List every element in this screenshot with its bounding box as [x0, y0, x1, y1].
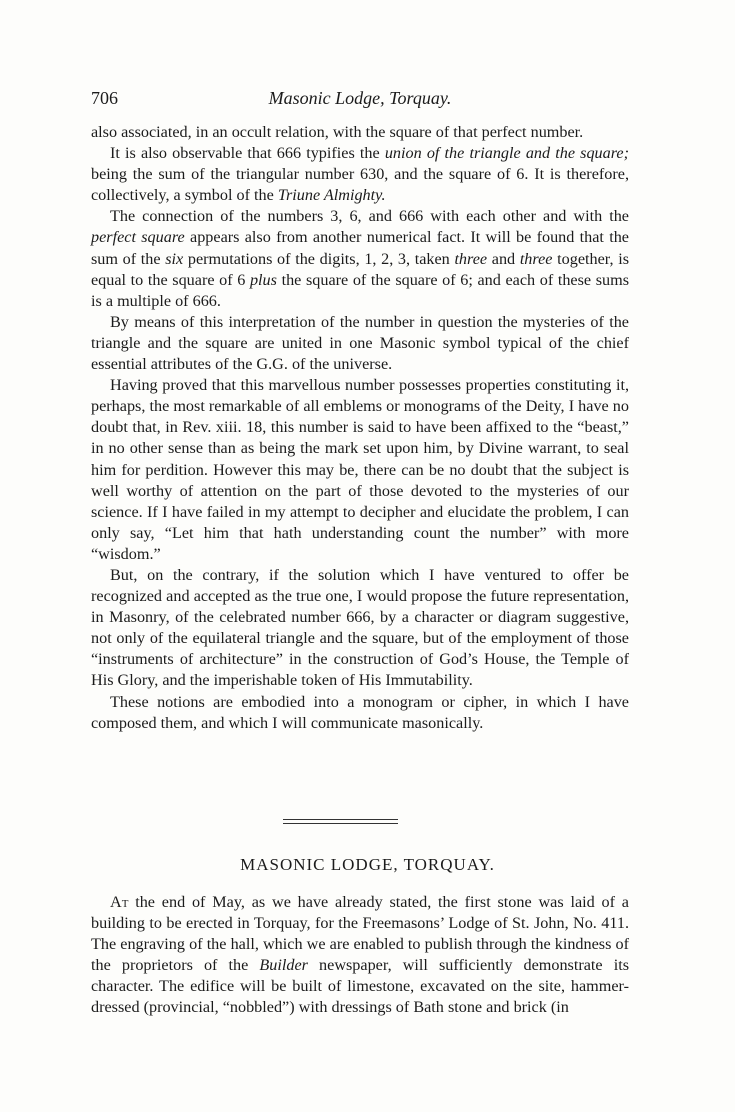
- text-run: By means of this interpretation of the number in question the mysteries of the triangle and the square are united in one Masonic symbol typical of the chief essential attributes of the G.G. of the universe.: [91, 312, 629, 374]
- italic-text: Triune Almighty.: [277, 186, 386, 205]
- italic-text: Builder: [259, 956, 308, 975]
- running-title: Masonic Lodge, Torquay.: [268, 88, 452, 108]
- text-run: These notions are embodied into a monogram or cipher, in which I have composed them, and which I will communicate masonically.: [91, 692, 629, 732]
- small-caps-text: At: [110, 893, 129, 911]
- section-divider: [0, 818, 735, 828]
- page-header: [91, 88, 629, 112]
- text-run: also associated, in an occult relation, with the square of that perfect number.: [91, 123, 584, 141]
- italic-text: six: [165, 249, 184, 268]
- paragraph: [91, 565, 629, 692]
- article-body: [91, 122, 629, 734]
- text-run: the square of the square of 6; and each of these sums is a multiple of 666.: [91, 270, 630, 310]
- paragraph: [91, 692, 629, 734]
- paragraph: [91, 375, 629, 565]
- text-run: together, is equal to the square of 6: [91, 249, 630, 289]
- divider-line: [283, 823, 398, 824]
- text-run: Having proved that this marvellous number possesses properties constituting it, perhaps, the most remarkable of all emblems or monograms of the Deity, I have no doubt that, in Rev. xiii. 18, this number is said to have been affixed to the “beast,” in no other sense than as being the mark set upon him, by Divine warrant, to seal him for perdition. However this may be, there can be no doubt that the subject is well worthy of attention on the part of those devoted to the mysteries of our science. If I have failed in my attempt to decipher and elucidate the problem, I can only say, “Let him that hath understanding count the number” with more “wisdom.”: [91, 376, 629, 563]
- paragraph: [91, 312, 629, 375]
- section-body: [91, 892, 629, 1019]
- text-run: The connection of the numbers 3, 6, and 666 with each other and with the: [110, 207, 629, 226]
- paragraph: [91, 122, 629, 143]
- section-heading: MASONIC LODGE, TORQUAY.: [240, 855, 495, 874]
- italic-text: three: [454, 249, 488, 268]
- paragraph: [91, 206, 629, 311]
- text-run: the end of May, as we have already stated, the first stone was laid of a building to be erected in Torquay, for the Freemasons’ Lodge of St. John, No. 411. The engraving of the hall, which we are enabled to publish through the kindness of the proprietors of the: [91, 893, 629, 975]
- italic-text: perfect square: [91, 228, 185, 247]
- text-run: newspaper, will sufficiently demonstrate its character. The edifice will be built of limestone, excavated on the site, hammer-dressed (provincial, “nobbled”) with dressings of Bath stone and brick (in: [91, 956, 629, 1017]
- text-run: and: [487, 249, 520, 268]
- divider-line: [283, 819, 398, 820]
- text-run: appears also from another numerical fact. It will be found that the sum of the: [91, 228, 629, 268]
- paragraph: [91, 892, 629, 1019]
- paragraph: [91, 143, 629, 206]
- text-run: But, on the contrary, if the solution which I have ventured to offer be recognized and accepted as the true one, I would propose the future representation, in Masonry, of the celebrated number 666, by a character or diagram suggestive, not only of the equilateral triangle and the square, but of the employment of those “instruments of architecture” in the construction of God’s House, the Temple of His Glory, and the imperishable token of His Immutability.: [91, 565, 629, 690]
- text-run: being the sum of the triangular number 630, and the square of 6. It is therefore, collectively, a symbol of the: [91, 165, 629, 205]
- italic-text: three: [519, 249, 553, 268]
- italic-text: union of the triangle and the square;: [384, 144, 629, 163]
- italic-text: plus: [249, 270, 277, 289]
- text-run: permutations of the digits, 1, 2, 3, taken: [183, 249, 455, 268]
- page-number: 706: [91, 88, 118, 108]
- text-run: It is also observable that 666 typifies the: [110, 144, 385, 163]
